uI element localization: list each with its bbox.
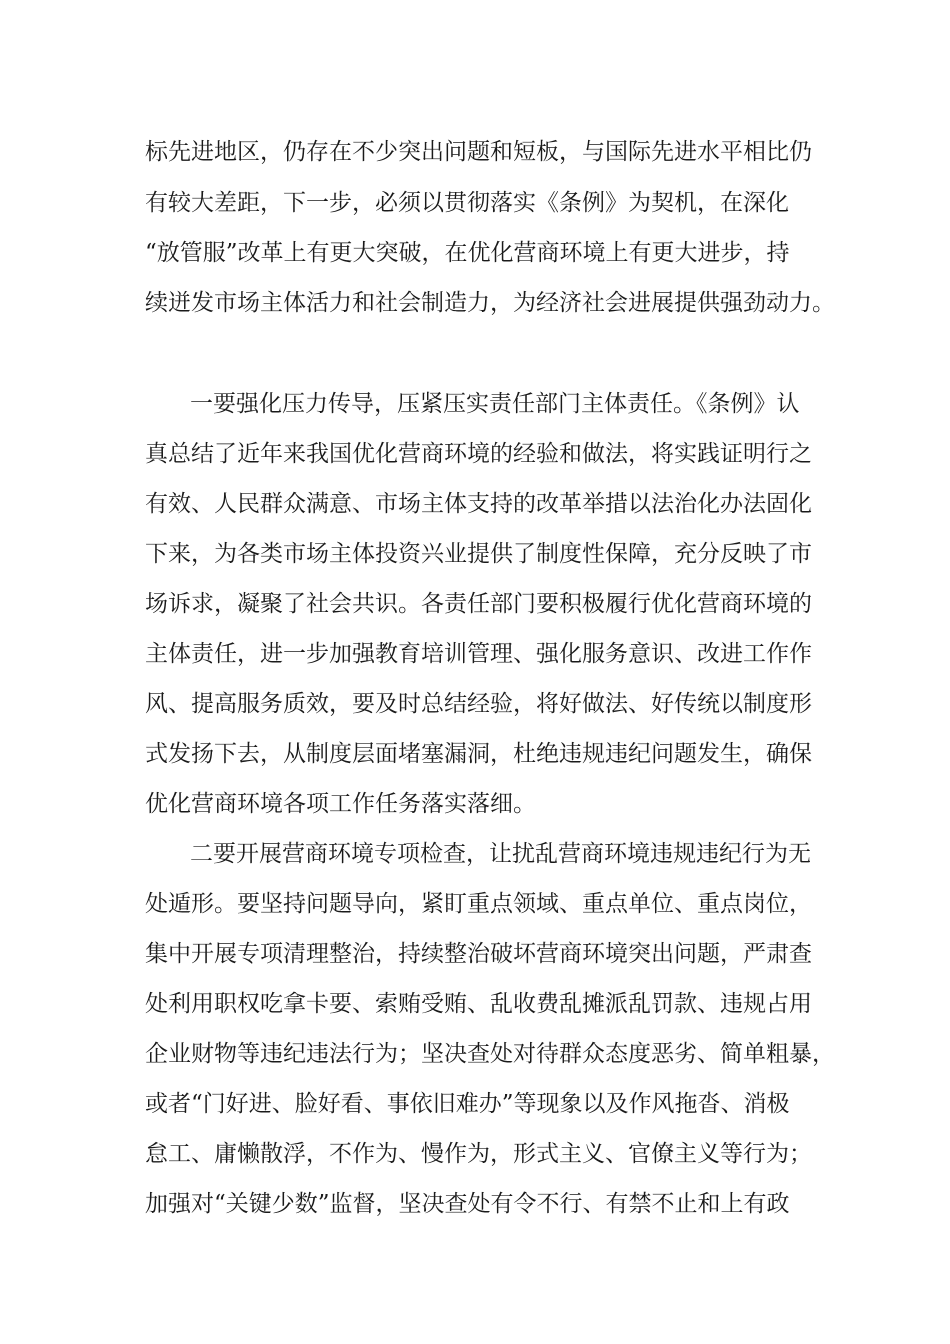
- text-line: 或者“门好进、脸好看、事依旧难办”等现象以及作风拖沓、消极: [145, 1091, 790, 1117]
- text-line: 风、提高服务质效，要及时总结经验，将好做法、好传统以制度形: [145, 691, 812, 717]
- text-line: 处遁形。要坚持问题导向，紧盯重点领域、重点单位、重点岗位，: [145, 891, 812, 917]
- text-line: “放管服”改革上有更大突破，在优化营商环境上有更大进步，持: [145, 240, 790, 266]
- text-line: 续迸发市场主体活力和社会制造力，为经济社会进展提供强劲动力。: [145, 290, 835, 316]
- text-line: 加强对“关键少数”监督，坚决查处有令不行、有禁不止和上有政: [145, 1191, 790, 1217]
- text-line: 企业财物等违纪违法行为；坚决查处对待群众态度恶劣、简单粗暴，: [145, 1041, 835, 1067]
- text-line: 处利用职权吃拿卡要、索贿受贿、乱收费乱摊派乱罚款、违规占用: [145, 991, 812, 1017]
- text-line: 下来，为各类市场主体投资兴业提供了制度性保障，充分反映了市: [145, 541, 812, 567]
- text-line: 二要开展营商环境专项检查，让扰乱营商环境违规违纪行为无: [190, 841, 811, 867]
- text-line: 优化营商环境各项工作任务落实落细。: [145, 791, 536, 817]
- text-line: 标先进地区，仍存在不少突出问题和短板，与国际先进水平相比仍: [145, 139, 812, 165]
- text-line: 怠工、庸懒散浮，不作为、慢作为，形式主义、官僚主义等行为；: [145, 1141, 812, 1167]
- text-line: 场诉求，凝聚了社会共识。各责任部门要积极履行优化营商环境的: [145, 591, 812, 617]
- text-line: 一要强化压力传导，压紧压实责任部门主体责任。《条例》认: [190, 391, 800, 417]
- text-line: 有较大差距，下一步，必须以贯彻落实《条例》为契机，在深化: [145, 190, 789, 216]
- text-line: 真总结了近年来我国优化营商环境的经验和做法，将实践证明行之: [145, 441, 812, 467]
- text-line: 有效、人民群众满意、市场主体支持的改革举措以法治化办法固化: [145, 491, 812, 517]
- text-line: 集中开展专项清理整治，持续整治破坏营商环境突出问题，严肃查: [145, 941, 812, 967]
- text-line: 主体责任，进一步加强教育培训管理、强化服务意识、改进工作作: [145, 641, 812, 667]
- text-line: 式发扬下去，从制度层面堵塞漏洞，杜绝违规违纪问题发生，确保: [145, 741, 812, 767]
